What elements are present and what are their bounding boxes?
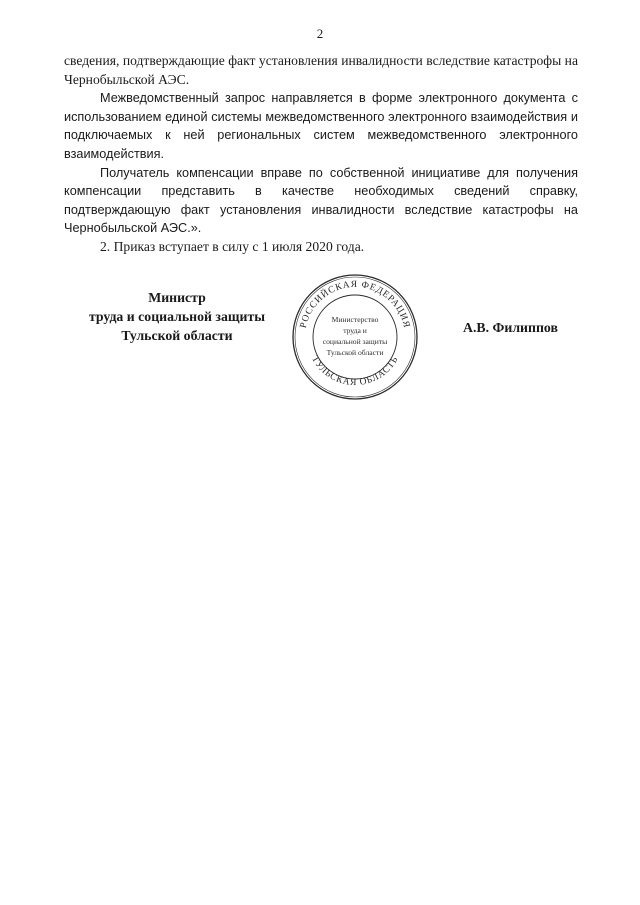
seal-bottom-text: ТУЛЬСКАЯ ОБЛАСТЬ <box>309 354 401 389</box>
seal-center-line: социальной защиты <box>322 337 388 346</box>
position-line: труда и социальной защиты <box>88 309 265 324</box>
document-body <box>64 52 578 257</box>
seal-center-line: Министерство <box>331 315 379 324</box>
position-line: Тульской области <box>121 328 233 343</box>
paragraph-3: Получатель компенсации вправе по собственной инициативе для получения компенсации представить в качестве необходимых сведений справку, подтверждающую факт установления инвалидности вследствие катастрофы на Чернобыльской АЭС.». <box>64 165 578 236</box>
svg-text:ТУЛЬСКАЯ ОБЛАСТЬ <box>309 355 401 388</box>
paragraph-4: 2. Приказ вступает в силу с 1 июля 2020 года. <box>100 238 365 254</box>
position-line: Министр <box>148 290 206 305</box>
seal-top-text: РОССИЙСКАЯ ФЕДЕРАЦИЯ <box>298 279 412 330</box>
seal-center-line: Тульской области <box>326 348 384 357</box>
official-seal <box>290 272 420 402</box>
seal-center-line: труда и <box>343 326 367 335</box>
signatory-position <box>72 288 282 345</box>
page-number: 2 <box>316 26 324 41</box>
signatory-name: А.В. Филиппов <box>463 320 558 335</box>
paragraph-1: сведения, подтверждающие факт установления инвалидности вследствие катастрофы на Чернобыльской АЭС. <box>64 53 578 87</box>
paragraph-2: Межведомственный запрос направляется в форме электронного документа с использованием единой системы межведомственного электронного взаимодействия и подключаемых к ней региональных систем межведомственного электронного взаимодействия. <box>64 91 578 161</box>
